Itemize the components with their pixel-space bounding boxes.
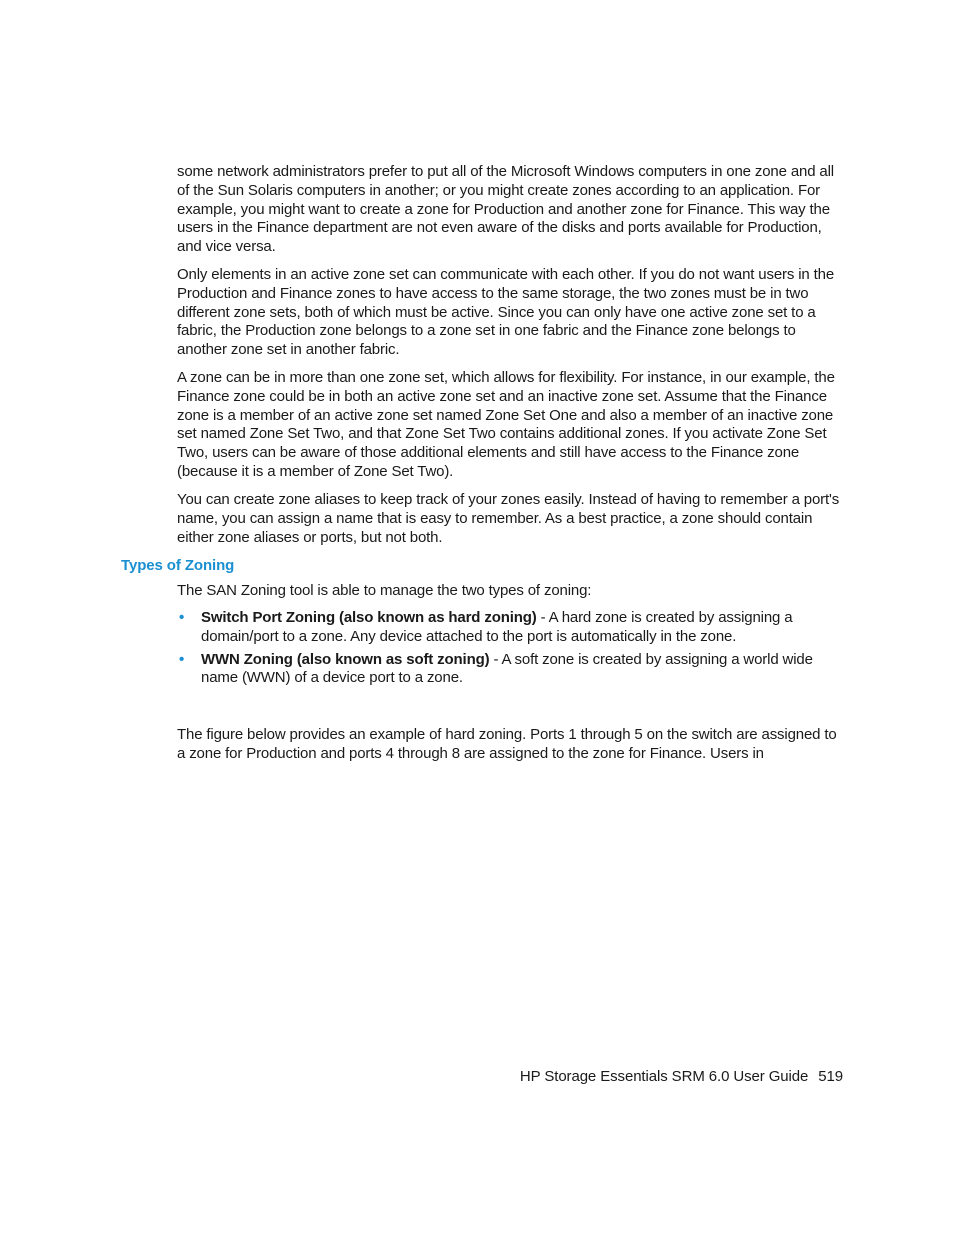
bullet-icon: •	[179, 650, 185, 668]
term-wwn-zoning: WWN Zoning (also known as soft zoning)	[201, 650, 490, 668]
paragraph-multiple-zone-sets: A zone can be in more than one zone set, which allows for flexibility. For instance, in our example, the Finance zone could be in both an active zone set and an inactive zone set. Assume that the Finance zone is a member of an active zone set named Zone Set One and also a member of an inactive zone set named Zone Set Two, and that Zone Set Two contains additional zones. If you activate Zone Set Two, users can be aware of those additional elements and still have access to the Finance zone (because it is a member of Zone Set Two).	[177, 369, 835, 480]
page-footer	[520, 1067, 843, 1086]
paragraph-active-zone-set: Only elements in an active zone set can communicate with each other. If you do not want users in the Production and Finance zones to have access to the same storage, the two zones must be in two different zone sets, both of which must be active. Since you can only have one active zone set to a fabric, the Production zone belongs to a zone set in one fabric and the Finance zone belongs to another zone set in another fabric.	[177, 266, 835, 359]
term-switch-port-zoning: Switch Port Zoning (also known as hard zoning)	[201, 609, 537, 626]
list-item-wwn-zoning	[177, 651, 827, 689]
paragraph-zone-examples: some network administrators prefer to put all of the Microsoft Windows computers in one zone and all of the Sun Solaris computers in another; or you might create zones according to an application. For example, you might want to create a zone for Production and another zone for Finance. This way the users in the Finance department are not even aware of the disks and ports available for Production, and vice versa.	[177, 163, 834, 256]
paragraph-hard-zoning-figure: The figure below provides an example of hard zoning. Ports 1 through 5 on the switch are assigned to a zone for Production and ports 4 through 8 are assigned to the zone for Finance. Users in	[177, 726, 837, 762]
page-number: 519	[818, 1068, 843, 1085]
section-intro: The SAN Zoning tool is able to manage the two types of zoning:	[177, 582, 592, 599]
description-wwn-zoning: - A soft zone is created by assigning a world wide name (WWN) of a device port to a zone.	[201, 650, 813, 687]
description-switch-port-zoning: - A hard zone is created by assigning a domain/port to a zone. Any device attached to the port is automatically in the zone.	[201, 609, 793, 645]
paragraph-zone-aliases: You can create zone aliases to keep track of your zones easily. Instead of having to remember a port's name, you can assign a name that is easy to remember. As a best practice, a zone should contain either zone aliases or ports, but not both.	[177, 491, 840, 546]
list-item-switch-port-zoning	[177, 609, 827, 647]
section-heading-types-of-zoning: Types of Zoning	[121, 557, 235, 574]
footer-guide-title: HP Storage Essentials SRM 6.0 User Guide	[519, 1068, 809, 1085]
zoning-types-list	[177, 609, 827, 692]
bullet-icon: •	[179, 609, 185, 626]
